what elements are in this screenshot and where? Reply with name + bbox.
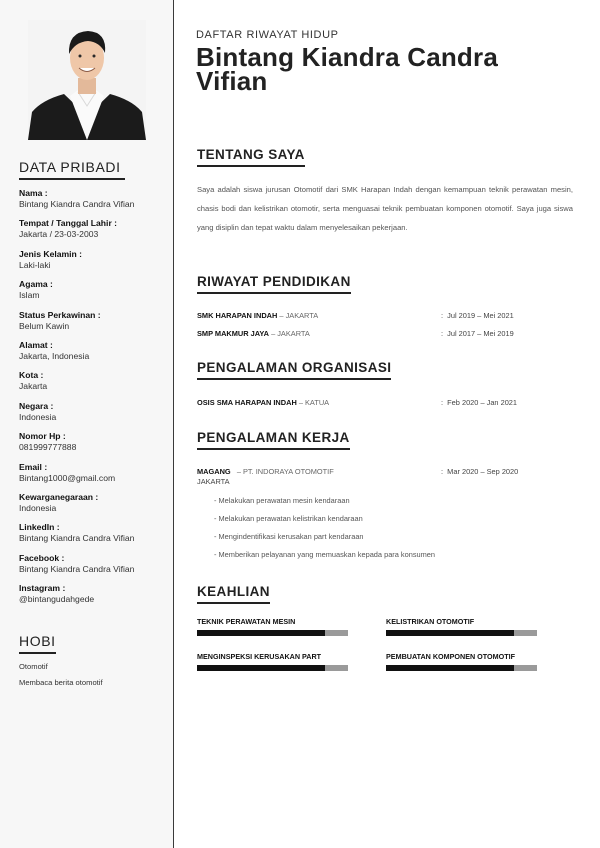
- education-heading: [197, 274, 351, 294]
- hobby-title: HOBI: [19, 633, 56, 649]
- skill-bar-fill: [386, 630, 514, 636]
- personal-value: Bintang Kiandra Candra Vifian: [19, 199, 135, 209]
- work-period: : Mar 2020 – Sep 2020: [441, 467, 519, 476]
- skills-heading: [197, 584, 270, 604]
- hobby-item: Otomotif: [19, 662, 48, 671]
- personal-value: Jakarta, Indonesia: [19, 351, 90, 361]
- personal-value: Indonesia: [19, 503, 57, 513]
- personal-item-birth: [19, 218, 117, 240]
- school-name: SMP MAKMUR JAYA: [197, 329, 270, 338]
- school-place: – JAKARTA: [271, 329, 310, 338]
- work-duty: - Melakukan perawatan mesin kendaraan: [214, 496, 350, 505]
- heading-underline: [197, 292, 351, 294]
- organization-title: PENGALAMAN ORGANISASI: [197, 360, 392, 375]
- personal-value: Islam: [19, 290, 40, 300]
- personal-item-gender: [19, 249, 82, 271]
- hobby-item: Membaca berita otomotif: [19, 678, 103, 687]
- organization-row: [197, 398, 329, 407]
- personal-item-instagram: [19, 583, 94, 605]
- personal-item-citizenship: [19, 492, 98, 514]
- personal-label: Alamat :: [19, 340, 53, 350]
- organization-role: – KATUA: [298, 398, 330, 407]
- work-duty: - Melakukan perawatan kelistrikan kendaraan: [214, 514, 363, 523]
- period-text: Feb 2020 – Jan 2021: [447, 398, 518, 407]
- personal-data-title: DATA PRIBADI: [19, 159, 121, 175]
- work-duty: - Memberikan pelayanan yang memuaskan kepada para konsumen: [214, 550, 436, 559]
- skill-bar: [197, 665, 348, 671]
- heading-underline: [197, 378, 391, 380]
- education-title: RIWAYAT PENDIDIKAN: [197, 274, 351, 289]
- personal-label: Facebook :: [19, 553, 65, 563]
- work-title: PENGALAMAN KERJA: [197, 430, 350, 445]
- about-title: TENTANG SAYA: [197, 147, 305, 162]
- education-row: [197, 311, 318, 320]
- skill-label: TEKNIK PERAWATAN MESIN: [197, 617, 296, 626]
- personal-label: Kewarganegaraan :: [19, 492, 99, 502]
- skill-label: PEMBUATAN KOMPONEN OTOMOTIF: [386, 652, 515, 661]
- heading-underline: [197, 165, 305, 167]
- skills-title: KEAHLIAN: [197, 584, 270, 599]
- personal-value: 081999777888: [19, 442, 77, 452]
- personal-item-address: [19, 340, 89, 362]
- work-row: [197, 467, 334, 476]
- heading-underline: [197, 448, 350, 450]
- portrait-illustration: [28, 20, 146, 140]
- personal-item-marital: [19, 310, 101, 332]
- work-duty: - Mengindentifikasi kerusakan part kendaraan: [214, 532, 364, 541]
- personal-value: Indonesia: [19, 412, 57, 422]
- skill-bar: [197, 630, 348, 636]
- work-city: JAKARTA: [197, 477, 230, 486]
- personal-label: Status Perkawinan :: [19, 310, 101, 320]
- skill-bar: [386, 665, 537, 671]
- heading-underline: [19, 178, 125, 180]
- personal-label: LinkedIn :: [19, 522, 60, 532]
- about-heading: [197, 147, 305, 167]
- education-period: : Jul 2019 – Mei 2021: [441, 311, 514, 320]
- personal-value: Jakarta: [19, 381, 48, 391]
- about-text: Saya adalah siswa jurusan Otomotif dari SMK Harapan Indah dengan kemampuan teknik perawatan mesin, chasis bodi dan kelistrikan otomotir, serta menguasai teknik pembuatan komponen otomotif. Saya juga siswa yang disiplin dan tepat waktu dalam menyelesaikan pekerjaan.: [197, 185, 573, 232]
- profile-photo: [28, 20, 146, 140]
- full-name: Bintang Kiandra Candra Vifian: [196, 42, 498, 96]
- personal-label: Instagram :: [19, 583, 66, 593]
- personal-value: Bintang Kiandra Candra Vifian: [19, 533, 135, 543]
- personal-label: Kota :: [19, 370, 44, 380]
- work-company: – PT. INDORAYA OTOMOTIF: [236, 467, 334, 476]
- school-name: SMK HARAPAN INDAH: [197, 311, 278, 320]
- personal-data-heading: [19, 159, 125, 180]
- heading-underline: [19, 652, 56, 654]
- work-heading: [197, 430, 350, 450]
- work-role: MAGANG: [197, 467, 231, 476]
- hobby-heading: [19, 633, 56, 654]
- education-row: [197, 329, 310, 338]
- personal-value: Jakarta / 23-03-2003: [19, 229, 99, 239]
- personal-value: @bintangudahgede: [19, 594, 95, 604]
- school-place: – JAKARTA: [279, 311, 319, 320]
- organization-period: : Feb 2020 – Jan 2021: [441, 398, 518, 407]
- skill-bar-fill: [197, 665, 325, 671]
- period-text: Jul 2017 – Mei 2019: [447, 329, 514, 338]
- organization-name: OSIS SMA HARAPAN INDAH: [197, 398, 297, 407]
- skill-bar-fill: [197, 630, 325, 636]
- personal-label: Nama :: [19, 188, 48, 198]
- personal-value: Bintang Kiandra Candra Vifian: [19, 564, 135, 574]
- personal-label: Tempat / Tanggal Lahir :: [19, 218, 118, 228]
- personal-value: Bintang1000@gmail.com: [19, 473, 116, 483]
- skill-label: MENGINSPEKSI KERUSAKAN PART: [197, 652, 322, 661]
- period-text: Mar 2020 – Sep 2020: [447, 467, 519, 476]
- personal-item-religion: [19, 279, 53, 301]
- education-period: : Jul 2017 – Mei 2019: [441, 329, 514, 338]
- personal-value: Laki-laki: [19, 260, 51, 270]
- skill-bar: [386, 630, 537, 636]
- personal-value: Belum Kawin: [19, 321, 70, 331]
- personal-item-facebook: [19, 553, 134, 575]
- personal-item-city: [19, 370, 47, 392]
- personal-label: Jenis Kelamin :: [19, 249, 83, 259]
- period-text: Jul 2019 – Mei 2021: [447, 311, 514, 320]
- personal-item-phone: [19, 431, 76, 453]
- personal-label: Negara :: [19, 401, 54, 411]
- organization-heading: [197, 360, 391, 380]
- personal-label: Agama :: [19, 279, 53, 289]
- skill-bar-fill: [386, 665, 514, 671]
- document-kicker: DAFTAR RIWAYAT HIDUP: [196, 29, 339, 41]
- personal-label: Email :: [19, 462, 48, 472]
- personal-label: Nomor Hp :: [19, 431, 66, 441]
- personal-item-name: [19, 188, 134, 210]
- personal-item-linkedin: [19, 522, 134, 544]
- personal-item-email: [19, 462, 115, 484]
- skill-label: KELISTRIKAN OTOMOTIF: [386, 617, 475, 626]
- personal-item-country: [19, 401, 56, 423]
- heading-underline: [197, 602, 270, 604]
